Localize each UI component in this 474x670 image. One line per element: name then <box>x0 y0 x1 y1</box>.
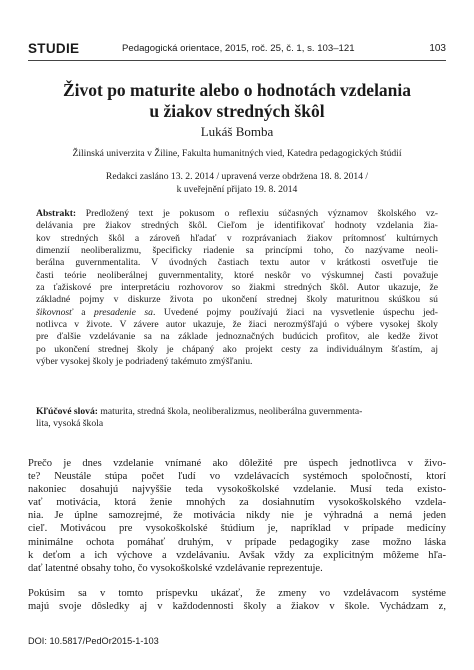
body-line: te? Neustále stúpa počet ľudí vo vzdelávacích systémoch spoločností, ktorí <box>28 471 446 483</box>
abstract-line: šikovnosť a presadenie sa. Uvedené pojmy používajú žiaci na vysvetlenie úspechu jed- <box>36 306 438 318</box>
doi: DOI: 10.5817/PedOr2015-1-103 <box>28 636 159 646</box>
abstract-line: pre ďalšie vzdelávanie sa na základe jednoznačných budúcich profitov, ale kedže život <box>36 331 438 343</box>
page-number: 103 <box>429 43 446 54</box>
abstract-line: základné pojmy v diskurze života po ukončení strednej školy maturitnou skúškou sú <box>36 294 438 306</box>
author-affiliation: Žilinská univerzita v Žiline, Fakulta humanitných vied, Katedra pedagogických štúdií <box>72 148 402 159</box>
keywords-line: lita, vysoká škola <box>36 418 104 430</box>
abstract-label: Abstrakt: <box>36 208 77 219</box>
abstract-term: šikovnosť <box>36 306 73 318</box>
abstract-line: za ťažiskové pre interpretáciu rozhovorov so žiakmi stredných škôl. Autor ukazuje, že <box>36 282 438 294</box>
body-line: k deťom a ich výchove a vzdelávaniu. Avšak vždy za explicitným môžeme hľa- <box>28 549 446 561</box>
body-line: Prečo je dnes vzdelanie vnímané ako dôležité pre úspech jednotlivca v živo- <box>28 458 446 469</box>
body-paragraph <box>28 587 446 613</box>
body-line: Pokúsim sa v tomto príspevku ukázať, že zmeny vo vzdelávacom systéme <box>28 588 446 599</box>
body-line: vať motivácia, ktorá ženie mnohých za dosiahnutím vysokoškolského vzdela- <box>28 497 446 509</box>
abstract-line: kov stredných škôl a zároveň hľadať v rozprávaniach žiakov prítomnosť kultúrnych <box>36 232 438 244</box>
body-line: majú svoje dôsledky aj v každodennosti školy a žiakov v škole. Vychádzam z, <box>28 601 446 613</box>
abstract-line: berálna guvernmentalita. V úvodných častiach textu autor v krátkosti osvetľuje tie <box>36 257 438 269</box>
title-line: u žiakov stredných škôl <box>149 101 325 121</box>
keywords-line: Kľúčové slová: maturita, stredná škola, neoliberalizmus, neoliberálna guvernmenta- <box>36 406 363 417</box>
journal-citation: Pedagogická orientace, 2015, roč. 25, č. 1, s. 103–121 <box>122 43 355 54</box>
body-line: dať latentné obsahy toho, čo vysokoškolské vzdelávanie reprezentuje. <box>28 562 323 574</box>
abstract-line: delávania pre žiakov stredných škôl. Cieľom je identifikovať hodnoty vzdelania žia- <box>36 220 438 232</box>
article-title <box>28 80 446 122</box>
body-line: cieľ. Motivácou pre vysokoškolské štúdium je, napríklad v prípade medicíny <box>28 523 446 535</box>
body-line: nia. Je úplne samozrejmé, že motivácia nikdy nie je výhradná a nemá jeden <box>28 510 446 522</box>
keywords <box>36 406 438 431</box>
header-rule <box>28 60 446 61</box>
abstract-term: presadenie sa <box>94 306 153 318</box>
abstract-line: Abstrakt: Predložený text je pokusom o reflexiu súčasných významov školského vz- <box>36 208 438 219</box>
dates-line: k uveřejnění přijato 19. 8. 2014 <box>176 183 298 195</box>
abstract-line: po ukončení strednej školy je chápaný ako projekt cesty za individuálnym šťastím, aj <box>36 343 438 355</box>
dates-line: Redakci zasláno 13. 2. 2014 / upravená verze obdržena 18. 8. 2014 / <box>105 171 369 182</box>
submission-dates <box>28 171 446 196</box>
title-line: Život po maturite alebo o hodnotách vzdelania <box>62 80 412 100</box>
body-paragraph <box>28 457 446 575</box>
abstract-line: časti teórie neoliberálnej guvernmentality, ktoré neskôr vo výskumnej časti považuje <box>36 269 438 281</box>
keywords-label: Kľúčové slová: <box>36 406 98 417</box>
abstract-line: dimenzií neoliberalizmu, špecificky riadenie sa princípmi toho, čo nazývame neoli- <box>36 245 438 257</box>
abstract <box>36 208 438 368</box>
running-head <box>28 41 446 59</box>
abstract-line: výber vysokej školy je podriadený takémuto zmýšľaniu. <box>36 356 253 368</box>
body-line: nakoniec dosahujú najvyššie teda vysokoškolské vzdelanie. Musí teda existo- <box>28 484 446 496</box>
section-label: STUDIE <box>28 41 80 56</box>
body-line: minimálne ochota pomáhať druhým, v prípade pedagogiky zase možno láska <box>28 536 446 548</box>
abstract-line: notlivca v živote. V závere autor ukazuje, že žiaci nerozmýšľajú o výbere vysokej školy <box>36 319 438 331</box>
author-name: Lukáš Bomba <box>200 124 274 139</box>
